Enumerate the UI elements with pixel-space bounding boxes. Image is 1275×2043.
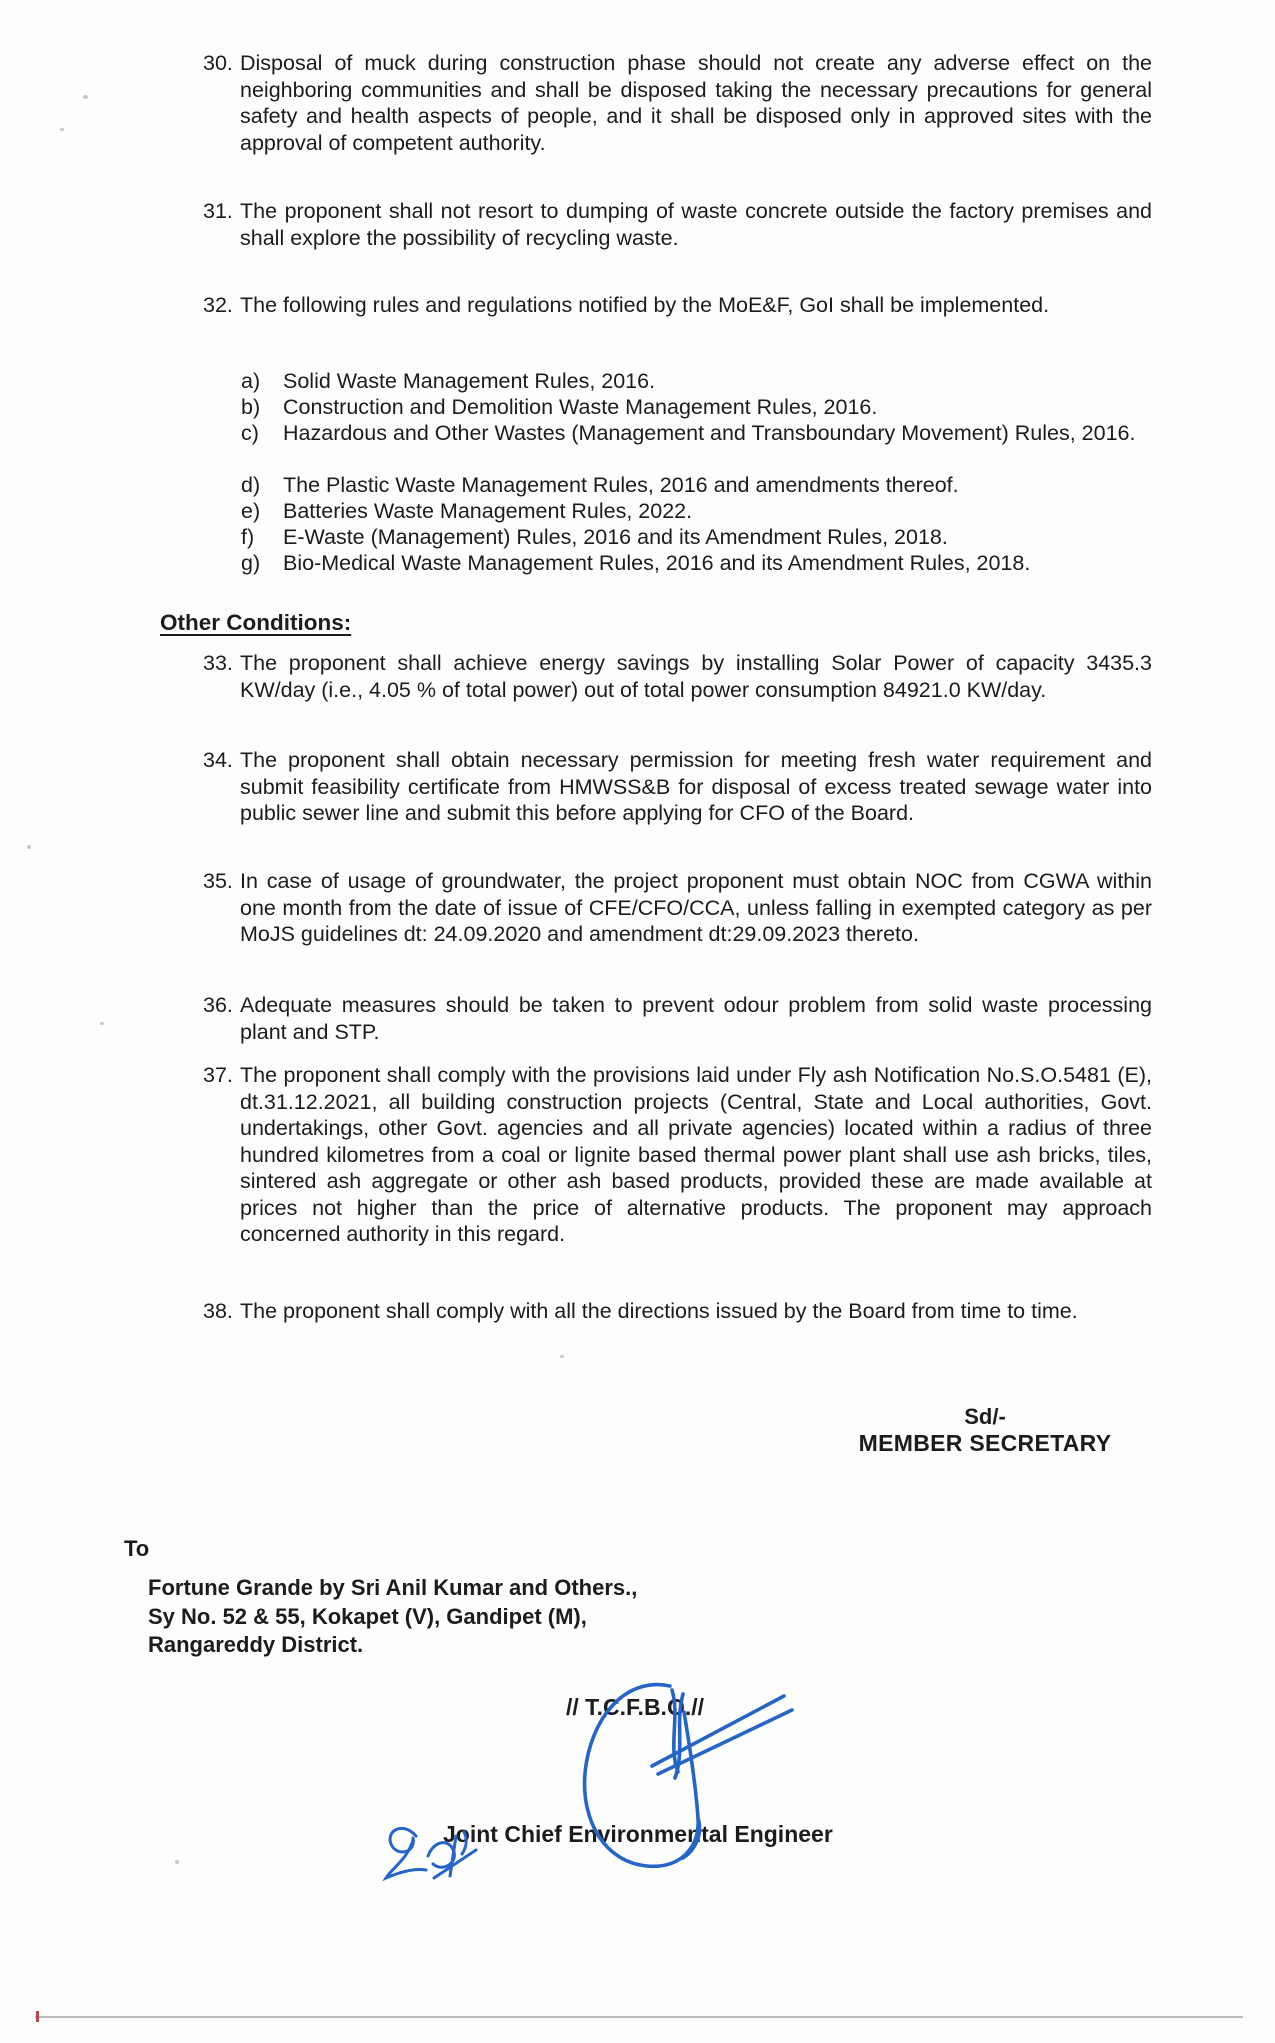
condition-text: The proponent shall comply with all the directions issued by the Board from time to time. [240,1299,1078,1323]
rule-text: Solid Waste Management Rules, 2016. [283,369,656,393]
condition-number: 33. [203,651,233,675]
rule-letter: a) [241,369,261,393]
addressee-line: Sy No. 52 & 55, Kokapet (V), Gandipet (M), [148,1603,587,1629]
condition-number: 34. [203,748,233,772]
condition-number: 38. [203,1299,233,1323]
engineer-title: Joint Chief Environmental Engineer [443,1821,833,1847]
condition-item-36 [203,992,1152,1045]
condition-number: 30. [203,51,233,75]
scan-artifact-line [35,2016,1243,2018]
condition-text: The proponent shall comply with the provisions laid under Fly ash Notification No.S.O.5481 (E), dt.31.12.2021, all building construction projects (Central, State and Local authorities, Govt. undertakings, other Govt. agencies and all private agencies) located within a radius of three hundred kilometres from a coal or lignite based thermal power plant shall use ash bricks, tiles, sintered ash aggregate or other ash based products, provided these are made available at prices not higher than the price of alternative products. The proponent may approach concerned authority in this regard. [240,1063,1152,1246]
condition-text: Disposal of muck during construction phase should not create any adverse effect on the neighboring communities and shall be disposed taking the necessary precautions for general safety and health aspects of people, and it shall be disposed only in approved sites with the approval of competent authority. [240,51,1152,155]
condition-number: 31. [203,199,233,223]
initials-scribble [376,1810,500,1894]
rule-item-f [241,524,1152,551]
condition-text: The proponent shall achieve energy savings by installing Solar Power of capacity 3435.3 KW/day (i.e., 4.05 % of total power) out of total power consumption 84921.0 KW/day. [240,651,1152,702]
rule-item-e [241,498,1152,525]
condition-text: The following rules and regulations notified by the MoE&F, GoI shall be implemented. [240,293,1050,317]
scan-speck [83,95,88,99]
condition-number: 35. [203,869,233,893]
rule-item-d [241,472,1152,499]
rule-text: The Plastic Waste Management Rules, 2016 and amendments thereof. [283,473,959,497]
condition-number: 37. [203,1063,233,1087]
rule-item-g [241,550,1152,577]
rule-text: E-Waste (Management) Rules, 2016 and its Amendment Rules, 2018. [283,525,948,549]
condition-item-37 [203,1062,1152,1248]
scan-speck [100,1022,104,1025]
rule-letter: d) [241,473,261,497]
rule-letter: e) [241,499,261,523]
addressee-line: Fortune Grande by Sri Anil Kumar and Others., [148,1575,638,1600]
condition-item-31 [203,198,1152,251]
scan-speck [60,128,64,131]
rule-item-b [241,394,1152,421]
rule-letter: b) [241,395,261,419]
condition-number: 36. [203,993,233,1017]
member-secretary-title: MEMBER SECRETARY [858,1430,1112,1456]
sd-label: Sd/- [964,1404,1006,1429]
to-label: To [124,1536,150,1561]
condition-item-30 [203,50,1152,156]
condition-item-35 [203,868,1152,948]
condition-text: The proponent shall not resort to dumping of waste concrete outside the factory premises and shall explore the possibility of recycling waste. [240,199,1152,250]
rule-item-c [241,420,1152,447]
condition-text: In case of usage of groundwater, the project proponent must obtain NOC from CGWA within one month from the date of issue of CFE/CFO/CCA, unless falling in exempted category as per MoJS guidelines dt: 24.09.2020 and amendment dt:29.09.2023 thereto. [240,869,1152,946]
tcfbo-endorsement: // T.C.F.B.O.// [566,1694,705,1720]
condition-number: 32. [203,293,233,317]
scan-speck [560,1355,564,1358]
condition-item-33 [203,650,1152,703]
rule-text: Construction and Demolition Waste Management Rules, 2016. [283,395,878,419]
condition-item-34 [203,747,1152,827]
rule-letter: f) [241,525,255,549]
addressee-block [148,1574,637,1660]
other-conditions-heading: Other Conditions: [160,610,352,635]
rule-letter: g) [241,551,261,575]
scan-speck [175,1860,179,1864]
rule-text: Batteries Waste Management Rules, 2022. [283,499,693,523]
rule-text: Bio-Medical Waste Management Rules, 2016 and its Amendment Rules, 2018. [283,551,1031,575]
rule-item-a [241,368,1152,395]
rule-text: Hazardous and Other Wastes (Management and Transboundary Movement) Rules, 2016. [283,421,1136,445]
rule-letter: c) [241,421,259,445]
signature-scribble [552,1668,802,1880]
scan-artifact-tick [36,2011,39,2022]
condition-item-38 [203,1298,1152,1325]
condition-text: The proponent shall obtain necessary permission for meeting fresh water requirement and submit feasibility certificate from HMWSS&B for disposal of excess treated sewage water into public sewer line and submit this before applying for CFO of the Board. [240,748,1152,825]
signing-block [845,1403,1125,1457]
addressee-line: Rangareddy District. [148,1632,364,1657]
scan-speck [27,845,31,849]
condition-text: Adequate measures should be taken to prevent odour problem from solid waste processing plant and STP. [240,993,1152,1044]
condition-item-32 [203,292,1152,319]
